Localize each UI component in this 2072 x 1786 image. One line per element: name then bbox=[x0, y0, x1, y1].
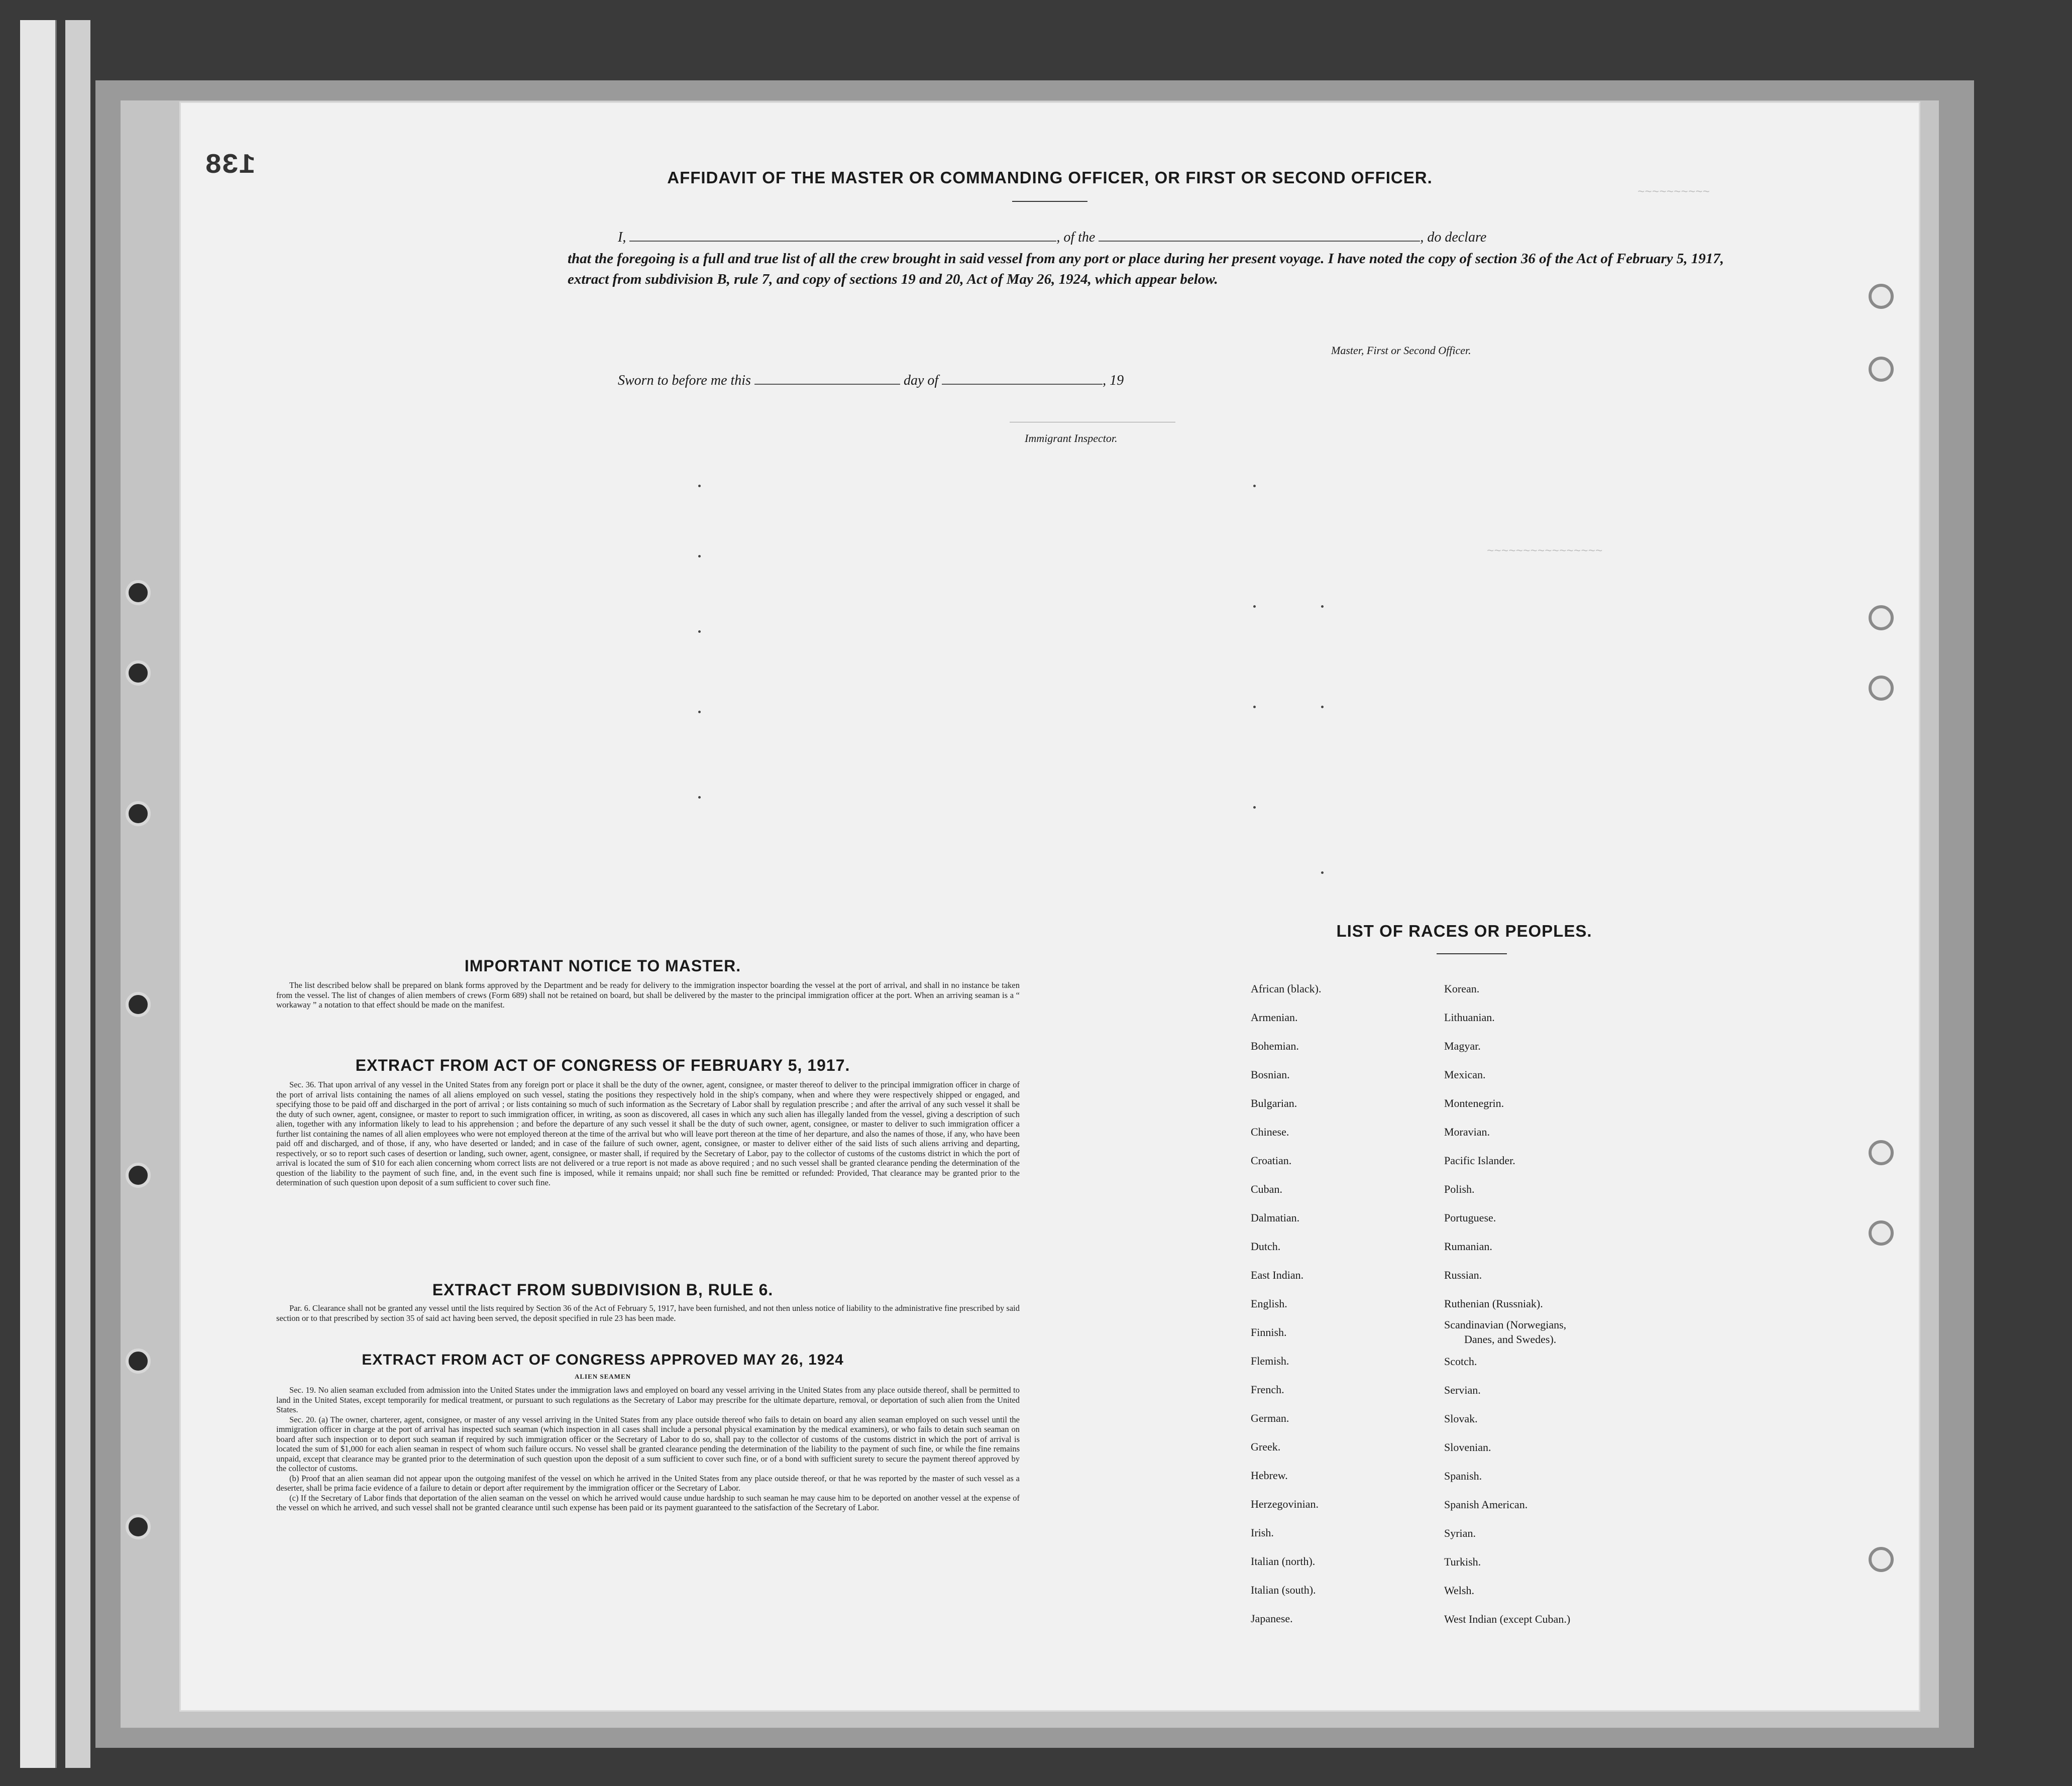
races-left-column bbox=[1251, 974, 1321, 1633]
race-item: Pacific Islander. bbox=[1444, 1154, 1515, 1167]
affidavit-title: AFFIDAVIT OF THE MASTER OR COMMANDING OFFICER, OR FIRST OR SECOND OFFICER. bbox=[667, 168, 1433, 187]
notice-title: IMPORTANT NOTICE TO MASTER. bbox=[464, 957, 741, 975]
race-item: Finnish. bbox=[1251, 1326, 1287, 1338]
page-number: 138 bbox=[205, 149, 256, 181]
column-dot bbox=[1321, 706, 1324, 708]
punch-hole bbox=[1869, 1220, 1894, 1246]
binder-strip-inner bbox=[65, 20, 90, 1768]
section-19-text: Sec. 19. No alien seaman excluded from admission into the United States under the immigration laws and employed on board any vessel arriving in the United States from any place outside thereof, shall be permitted to land in the United States, except temporarily for medical treatment, or pursuant to such regulations as the Secretary of Labor may prescribe for the ultimate departure, removal, or deportation of such alien from the United States. bbox=[276, 1385, 1020, 1414]
punch-hole bbox=[126, 1349, 151, 1374]
alien-seamen-caption: ALIEN SEAMEN bbox=[574, 1373, 631, 1380]
race-item: Lithuanian. bbox=[1444, 1011, 1495, 1024]
extract-1924-title: EXTRACT FROM ACT OF CONGRESS APPROVED MAY 26, 1924 bbox=[362, 1352, 844, 1368]
race-item: Ruthenian (Russniak). bbox=[1444, 1297, 1543, 1310]
race-item: Bohemian. bbox=[1251, 1040, 1299, 1052]
notice-paragraph: The list described below shall be prepared on blank forms approved by the Department and be ready for delivery to the immigration inspector boarding the vessel at the port of arrival, and shall in no instance be taken from the vessel. The list of changes of alien members of crews (Form 689) shall not be retained on board, but shall be delivered by the master to the principal immigration officer at the port. When an arriving seaman is a “ workaway ” a notation to that effect should be made on the manifest. bbox=[276, 980, 1020, 1010]
race-item: Bosnian. bbox=[1251, 1068, 1290, 1081]
section-36-text: Sec. 36. That upon arrival of any vessel in the United States from any foreign port or place it shall be the duty of the owner, agent, consignee, or master thereof to deliver to the principal immigration officer in charge of the port of arrival lists containing the names of all aliens employed on such vessel, stating the positions they respectively hold in the ship's company, when and where they were respectively shipped or engaged, and specifying those to be paid off and discharged in the port of arrival ; or lists containing so much of such information as the Secretary of Labor shall by regulation prescribe ; and after the arrival of any such vessel it shall be the duty of such owner, agent, consignee, or master to report to such immigration officer, in writing, as soon as discovered, all cases in which any such alien has illegally landed from the vessel, giving a description of such alien, together with any information likely to lead to his apprehension ; and before the departure of any such vessel it shall be the duty of such owner, agent, consignee, or master to deliver to such immigration officer a further list containing the names of all alien employees who were not employed thereon at the time of the arrival but who will leave port thereon at the time of her departure, and also the names of those, if any, who have been paid off and discharged, and of those, if any, who have deserted or landed; and in case of the failure of such owner, agent, consignee, or master to deliver either of the said lists of such aliens arriving and departing, respectively, or so to report such cases of desertion or landing, such owner, agent, consignee, or master shall, if required by the Secretary of Labor, pay to the collector of customs of the customs district in which the port of arrival is located the sum of $10 for each alien concerning whom correct lists are not delivered or a true report is not made as above required ; and no such vessel shall be granted clearance pending the determination of the question of the liability to the payment of such fine, and, in the event such fine is imposed, while it remains unpaid; nor shall such fine be remitted or refunded: Provided, That clearance may be granted prior to the determination of such question upon deposit of a sum sufficient to cover such fine. bbox=[276, 1080, 1020, 1187]
sworn-label: Sworn to before me this bbox=[618, 373, 751, 388]
race-item: Irish. bbox=[1251, 1526, 1274, 1539]
bleed-through-text: ~~~~~~~~~~~~~~~~ bbox=[1487, 545, 1603, 559]
notice-body bbox=[276, 980, 1020, 1010]
punch-hole bbox=[126, 992, 151, 1017]
races-right-column bbox=[1444, 974, 1570, 1633]
race-item: Hebrew. bbox=[1251, 1469, 1288, 1482]
punch-hole bbox=[126, 660, 151, 686]
punch-hole bbox=[1869, 1140, 1894, 1165]
race-item: East Indian. bbox=[1251, 1269, 1304, 1281]
race-item: Portuguese. bbox=[1444, 1211, 1496, 1224]
race-item: Herzegovinian. bbox=[1251, 1498, 1319, 1510]
column-dot bbox=[698, 485, 701, 487]
punch-hole bbox=[126, 801, 151, 826]
race-item: Korean. bbox=[1444, 982, 1480, 995]
race-item: English. bbox=[1251, 1297, 1287, 1310]
day-blank[interactable] bbox=[754, 372, 900, 385]
extract-1924-body bbox=[276, 1385, 1020, 1513]
column-dot bbox=[1253, 806, 1256, 809]
punch-hole bbox=[1869, 1547, 1894, 1572]
inspector-label: Immigrant Inspector. bbox=[1025, 432, 1118, 444]
punch-hole bbox=[126, 580, 151, 605]
bleed-through-text: ~~~~~~~~~~ bbox=[1638, 186, 1710, 199]
master-signature-label: Master, First or Second Officer. bbox=[1331, 344, 1471, 357]
subdivision-title: EXTRACT FROM SUBDIVISION B, RULE 6. bbox=[432, 1281, 774, 1299]
punch-hole bbox=[126, 1514, 151, 1539]
affidavit-paragraph: that the foregoing is a full and true list of all the crew brought in said vessel from any port or place during her present voyage. I have noted the copy of section 36 of the Act of February 5, 1917, extract from subdivision B, rule 7, and copy of sections 19 and 20, Act of May 26, 1924, which appear below. bbox=[568, 251, 1724, 287]
column-dot bbox=[698, 555, 701, 557]
punch-hole bbox=[1869, 357, 1894, 382]
race-item: Servian. bbox=[1444, 1384, 1481, 1396]
column-dot bbox=[1253, 485, 1256, 487]
race-item: Magyar. bbox=[1444, 1040, 1481, 1052]
punch-hole bbox=[1869, 284, 1894, 309]
race-item: Flemish. bbox=[1251, 1355, 1289, 1367]
column-dot bbox=[1253, 706, 1256, 708]
race-item: Slovenian. bbox=[1444, 1441, 1491, 1454]
race-item: Italian (north). bbox=[1251, 1555, 1316, 1568]
race-item: Syrian. bbox=[1444, 1527, 1476, 1539]
manifest-page bbox=[181, 103, 1919, 1710]
race-item: Dalmatian. bbox=[1251, 1211, 1300, 1224]
race-item: African (black). bbox=[1251, 982, 1322, 995]
subdivision-body bbox=[276, 1303, 1020, 1323]
race-item: Danes, and Swedes). bbox=[1464, 1333, 1557, 1346]
race-item: Chinese. bbox=[1251, 1126, 1289, 1138]
race-item: Greek. bbox=[1251, 1440, 1281, 1453]
race-item: Bulgarian. bbox=[1251, 1097, 1297, 1109]
column-dot bbox=[1321, 871, 1324, 874]
extract-1917-body bbox=[276, 1080, 1020, 1188]
punch-hole bbox=[126, 1163, 151, 1188]
race-item: Cuban. bbox=[1251, 1183, 1282, 1195]
column-dot bbox=[1321, 605, 1324, 608]
column-dot bbox=[698, 711, 701, 713]
of-the-label: , of the bbox=[1056, 230, 1096, 245]
year-label: , 19 bbox=[1103, 373, 1124, 388]
race-item: Japanese. bbox=[1251, 1612, 1293, 1625]
race-item: West Indian (except Cuban.) bbox=[1444, 1613, 1571, 1625]
sworn-line bbox=[618, 372, 1124, 389]
column-dot bbox=[698, 630, 701, 633]
i-label: I, bbox=[618, 230, 626, 245]
paragraph-6-text: Par. 6. Clearance shall not be granted any vessel until the lists required by Section 36 of the Act of February 5, 1917, have been furnished, and not then unless notice of liability to the administrative fine prescribed by said section or to that prescribed by section 35 of said act having been served, the deposit specified in rule 23 has been made. bbox=[276, 1303, 1020, 1323]
races-title: LIST OF RACES OR PEOPLES. bbox=[1336, 922, 1592, 940]
race-item: Russian. bbox=[1444, 1269, 1482, 1281]
race-item: Montenegrin. bbox=[1444, 1097, 1504, 1109]
race-item: Moravian. bbox=[1444, 1126, 1490, 1138]
race-item: Scandinavian (Norwegians, bbox=[1444, 1318, 1567, 1331]
vessel-blank[interactable] bbox=[1099, 229, 1420, 242]
race-item: German. bbox=[1251, 1412, 1289, 1424]
race-item: Dutch. bbox=[1251, 1240, 1281, 1253]
section-20b-text: (b) Proof that an alien seaman did not appear upon the outgoing manifest of the vessel on which he arrived in the United States from any place outside thereof, or that he was reported by the master of such vessel as a deserter, shall be prima facie evidence of a failure to detain or deport after requirement by the immigration officer or the Secretary of Labor. bbox=[276, 1473, 1020, 1493]
binder-strip bbox=[20, 20, 57, 1768]
name-blank[interactable] bbox=[629, 229, 1056, 242]
race-item: Polish. bbox=[1444, 1183, 1475, 1195]
race-item: Welsh. bbox=[1444, 1584, 1474, 1597]
race-item: Mexican. bbox=[1444, 1068, 1486, 1081]
column-dot bbox=[1253, 605, 1256, 608]
race-item: Armenian. bbox=[1251, 1011, 1298, 1024]
race-item: Scotch. bbox=[1444, 1355, 1477, 1368]
race-item: Spanish American. bbox=[1444, 1498, 1528, 1511]
section-20a-text: Sec. 20. (a) The owner, charterer, agent, consignee, or master of any vessel arriving in the United States from any place outside thereof who fails to detain on board any alien seaman employed on such vessel until the immigration officer in charge at the port of arrival has inspected such seaman (which inspection in all cases shall include a personal physical examination by the medical examiners), or who fails to detain such seaman on board after such inspection or to deport such seaman if required by such immigration officer or the Secretary of Labor to do so, shall pay to the collector of customs of the customs district in which the port of arrival is located the sum of $1,000 for each alien seaman in respect of whom such failure occurs. No vessel shall be granted clearance pending the determination of the liability to the payment of such fine, or while the fine remains unpaid, except that clearance may be granted prior to the determination of such question upon the deposit of a sum sufficient to cover such fine, or of a bond with sufficient surety to secure the payment thereof approved by the collector of customs. bbox=[276, 1414, 1020, 1473]
declaration-line bbox=[618, 229, 1486, 246]
day-of-label: day of bbox=[903, 373, 939, 388]
do-declare-label: , do declare bbox=[1420, 230, 1487, 245]
race-item: Italian (south). bbox=[1251, 1584, 1316, 1596]
column-dot bbox=[698, 796, 701, 799]
race-item: Slovak. bbox=[1444, 1412, 1478, 1425]
race-item: Croatian. bbox=[1251, 1154, 1292, 1167]
race-item: Rumanian. bbox=[1444, 1240, 1492, 1253]
extract-1917-title: EXTRACT FROM ACT OF CONGRESS OF FEBRUARY 5, 1917. bbox=[355, 1056, 850, 1074]
race-item: Turkish. bbox=[1444, 1555, 1481, 1568]
title-rule bbox=[1012, 201, 1087, 202]
punch-hole bbox=[1869, 605, 1894, 630]
section-20c-text: (c) If the Secretary of Labor finds that deportation of the alien seaman on the vessel on which he arrived would cause undue hardship to such seaman he may cause him to be deported on another vessel at the expense of the vessel on which he arrived, and such vessel shall not be granted clearance until such expense has been paid or its payment guaranteed to the satisfaction of the Secretary of Labor. bbox=[276, 1493, 1020, 1512]
race-item: French. bbox=[1251, 1383, 1284, 1396]
race-item: Spanish. bbox=[1444, 1470, 1482, 1482]
races-title-rule bbox=[1437, 953, 1507, 954]
month-blank[interactable] bbox=[942, 372, 1103, 385]
punch-hole bbox=[1869, 676, 1894, 701]
